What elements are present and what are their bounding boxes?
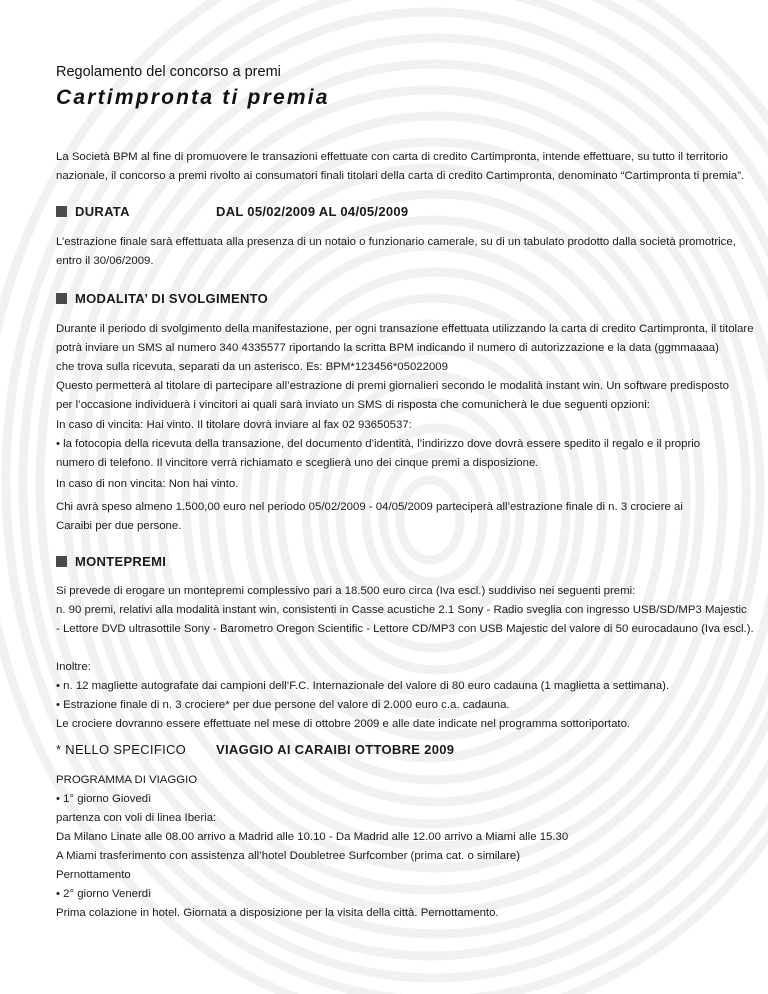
- finale-line: Chi avrà speso almeno 1.500,00 euro nel periodo 05/02/2009 - 04/05/2009 parteciperà all’estrazione finale di n. 3 crociere ai: [56, 501, 683, 513]
- vincita-paragraph: [56, 416, 712, 473]
- finale-line: Caraibi per due persone.: [56, 520, 182, 532]
- inoltre-paragraph: [56, 658, 712, 734]
- document-subtitle: Regolamento del concorso a premi: [56, 64, 281, 80]
- non-vincita-line: In caso di non vincita: Non hai vinto.: [56, 478, 239, 490]
- durata-line: L’estrazione finale sarà effettuata alla presenza di un notaio o funzionario camerale, su di un tabulato prodotto dalla società promotrice,: [56, 236, 736, 248]
- non-vincita-paragraph: [56, 475, 712, 494]
- specifico-line: A Miami trasferimento con assistenza all’hotel Doubletree Surfcomber (prima cat. o similare): [56, 850, 521, 862]
- montepremi-line: - Lettore DVD ultrasottile Sony - Barometro Oregon Scientific - Lettore CD/MP3 con USB Majestic del valore di 50 eurocadauno (Iva escl.).: [56, 623, 754, 635]
- modalita-line: Questo permetterà al titolare di partecipare all’estrazione di premi giornalieri secondo le modalità instant win. Un software predisposto: [56, 380, 730, 392]
- section-bullet-square: [56, 293, 67, 304]
- intro-line: La Società BPM al fine di promuovere le transazioni effettuate con carta di credito Cartimpronta, intende effettuare, su tutto il territorio: [56, 151, 728, 163]
- specifico-line: • 2° giorno Venerdì: [56, 888, 152, 900]
- durata-line: entro il 30/06/2009.: [56, 255, 154, 267]
- modalita-line: che trova sulla ricevuta, separati da un asterisco. Es: BPM*123456*05022009: [56, 361, 448, 373]
- vincita-line: In caso di vincita: Hai vinto. Il titolare dovrà inviare al fax 02 93650537:: [56, 419, 412, 431]
- durata-paragraph: [56, 233, 736, 271]
- intro-line: nazionale, il concorso a premi rivolto ai consumatori finali titolari della carta di credito Cartimpronta, denominato “Cartimpronta ti premia”.: [56, 170, 745, 182]
- modalita-line: per l’occasione individuerà i vincitori ai quali sarà inviato un SMS di risposta che comunicherà le due seguenti opzioni:: [56, 399, 650, 411]
- specifico-heading: [56, 742, 712, 760]
- inoltre-line: Inoltre:: [56, 661, 91, 673]
- durata-label: DURATA: [75, 204, 130, 219]
- modalita-line: potrà inviare un SMS al numero 340 4335577 riportando la scritta BPM indicando il numero di autorizzazione e la data (ggmmaaaa): [56, 342, 719, 354]
- section-bullet-square: [56, 556, 67, 567]
- durata-dates: DAL 05/02/2009 AL 04/05/2009: [216, 204, 409, 219]
- specifico-line: Prima colazione in hotel. Giornata a disposizione per la visita della città. Pernottamento.: [56, 907, 499, 919]
- montepremi-label: MONTEPREMI: [75, 554, 167, 569]
- specifico-line: Da Milano Linate alle 08.00 arrivo a Madrid alle 10.10 - Da Madrid alle 12.00 arrivo a Miami alle 15.30: [56, 831, 569, 843]
- modalita-paragraph: [56, 320, 754, 415]
- modalita-line: Durante il periodo di svolgimento della manifestazione, per ogni transazione effettuata utilizzando la carta di credito Cartimpronta, il titolare: [56, 323, 754, 335]
- montepremi-line: Si prevede di erogare un montepremi complessivo pari a 18.500 euro circa (Iva escl.) suddiviso nei seguenti premi:: [56, 585, 636, 597]
- modalita-heading: [56, 291, 268, 309]
- intro-paragraph: [56, 148, 745, 186]
- specifico-line: partenza con voli di linea Iberia:: [56, 812, 217, 824]
- inoltre-line: Le crociere dovranno essere effettuate nel mese di ottobre 2009 e alle date indicate nel programma sottoriportato.: [56, 718, 631, 730]
- montepremi-paragraph: [56, 582, 754, 639]
- section-bullet-square: [56, 206, 67, 217]
- specifico-label: * NELLO SPECIFICO: [56, 742, 187, 757]
- specifico-paragraph: [56, 771, 712, 923]
- modalita-label: MODALITA’ DI SVOLGIMENTO: [75, 291, 269, 306]
- montepremi-line: n. 90 premi, relativi alla modalità instant win, consistenti in Casse acustiche 2.1 Sony - Radio sveglia con ingresso USB/SD/MP3 Majestic: [56, 604, 747, 616]
- specifico-line: Pernottamento: [56, 869, 131, 881]
- montepremi-heading: [56, 554, 166, 572]
- specifico-title: VIAGGIO AI CARAIBI OTTOBRE 2009: [216, 742, 455, 757]
- vincita-line: • la fotocopia della ricevuta della transazione, del documento d’identità, l’indirizzo dove dovrà essere spedito il regalo e il proprio: [56, 438, 701, 450]
- inoltre-line: • n. 12 magliette autografate dai campioni dell’F.C. Internazionale del valore di 80 euro cadauna (1 maglietta a settimana).: [56, 680, 670, 692]
- document-title: Cartimpronta ti premia: [56, 86, 330, 109]
- specifico-line: PROGRAMMA DI VIAGGIO: [56, 774, 198, 786]
- finale-paragraph: [56, 498, 712, 536]
- specifico-line: • 1° giorno Giovedì: [56, 793, 152, 805]
- vincita-line: numero di telefono. Il vincitore verrà richiamato e sceglierà uno dei cinque premi a disposizione.: [56, 457, 539, 469]
- inoltre-line: • Estrazione finale di n. 3 crociere* per due persone del valore di 2.000 euro c.a. cadauna.: [56, 699, 510, 711]
- durata-heading: [56, 204, 712, 222]
